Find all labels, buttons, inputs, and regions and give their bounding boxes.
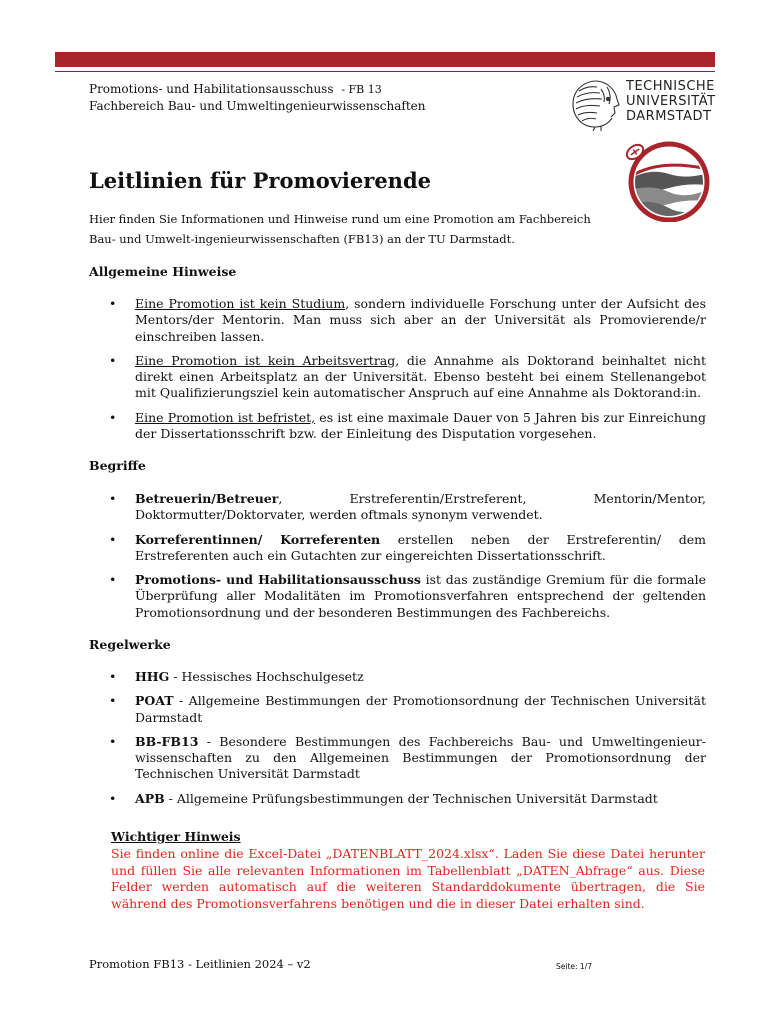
- bullet-icon: •: [109, 531, 117, 547]
- item-lead: Promotions- und Habilitationsausschuss: [135, 572, 421, 588]
- bullet-icon: •: [109, 790, 117, 806]
- header-block: [89, 81, 425, 115]
- athene-logo-icon: [567, 77, 623, 131]
- list-item: [109, 532, 706, 565]
- item-lead: POAT: [135, 693, 174, 709]
- item-text: es ist eine maximale Dauer von 5 Jahren bis zur Einreichung der Dissertationsschrift bzw. der Einleitung des Disputation vorgesehen.: [135, 409, 706, 442]
- terms-list: [109, 491, 706, 621]
- bullet-icon: •: [109, 693, 117, 709]
- header-color-bar: [55, 52, 715, 67]
- bullet-icon: •: [109, 733, 117, 749]
- page-number: Seite: 1/7: [556, 962, 592, 971]
- list-item: [109, 572, 706, 621]
- item-lead: Korreferentinnen/ Korreferenten: [135, 531, 381, 547]
- item-lead: Eine Promotion ist befristet,: [135, 409, 316, 425]
- list-item: [109, 296, 706, 345]
- item-lead: BB-FB13: [135, 733, 199, 749]
- list-item: [109, 791, 706, 807]
- section-heading-regulations: Regelwerke: [89, 637, 171, 652]
- item-lead: Eine Promotion ist kein Studium: [135, 296, 346, 311]
- logo-line-2: UNIVERSITÄT: [626, 94, 716, 109]
- footer-document-name: Promotion FB13 - Leitlinien 2024 – v2: [89, 957, 311, 971]
- item-lead: APB: [135, 790, 165, 806]
- intro-paragraph: Hier finden Sie Informationen und Hinweise rund um eine Promotion am Fachbereich Bau- und Umwelt-ingenieurwissenschaften (FB13) an der TU Darmstadt.: [89, 212, 591, 246]
- bullet-icon: •: [109, 669, 117, 684]
- list-item: [109, 491, 706, 524]
- bullet-icon: •: [109, 572, 117, 588]
- regulations-list: [109, 669, 706, 807]
- item-lead: Betreuerin/Betreuer: [135, 491, 279, 506]
- item-text: - Hessisches Hochschulgesetz: [169, 669, 364, 684]
- section-heading-terms: Begriffe: [89, 458, 146, 473]
- list-item: [109, 693, 706, 726]
- bullet-icon: •: [109, 352, 117, 368]
- important-note-body: Sie finden online die Excel-Datei „DATENBLATT_2024.xlsx“. Laden Sie diese Datei herunter und füllen Sie alle relevanten Informationen im Tabellenblatt „DATEN_Abfrage“ aus. Diese Felder werden automatisch auf die weiteren Standarddokumente übertragen, die Sie während des Promotionsverfahrens benötigen und die in dieser Datei erhalten sind.: [111, 846, 705, 911]
- list-item: [109, 669, 706, 685]
- item-text: - Allgemeine Bestimmungen der Promotionsordnung der Technischen Universität Darmstadt: [135, 693, 706, 725]
- important-note-title: Wichtiger Hinweis: [111, 829, 241, 844]
- logo-line-3: DARMSTADT: [626, 109, 712, 124]
- list-item: [109, 410, 706, 443]
- item-lead: Eine Promotion ist kein Arbeitsvertrag: [135, 352, 396, 368]
- page-title: Leitlinien für Promovierende: [89, 168, 431, 193]
- department-seal-icon: [621, 138, 715, 222]
- bullet-icon: •: [109, 409, 117, 425]
- item-lead: HHG: [135, 669, 170, 684]
- item-text: - Allgemeine Prüfungsbestimmungen der Technischen Universität Darmstadt: [164, 790, 658, 806]
- department-name: Fachbereich Bau- und Umweltingenieurwissenschaften: [89, 99, 426, 113]
- general-notes-list: [109, 296, 706, 442]
- bullet-icon: •: [109, 296, 117, 311]
- item-text: , sondern individuelle Forschung unter der Aufsicht des Mentors/der Mentorin. Man muss sich aber an der Universität als Promovierende/r einschreiben lassen.: [135, 296, 706, 344]
- committee-name: Promotions- und Habilitationsausschuss: [89, 82, 334, 96]
- item-text: - Besondere Bestimmungen des Fachbereichs Bau- und Umweltingenieur- wissenschaften zu den Allgemeinen Bestimmungen der Promotionsordnung der Technischen Universität Darmstadt: [135, 733, 706, 782]
- item-text: erstellen neben der Erstreferentin/ dem Erstreferenten auch ein Gutachten zur eingereichten Dissertationsschrift.: [135, 531, 706, 563]
- committee-fb: - FB 13: [341, 83, 382, 96]
- list-item: [109, 734, 706, 783]
- university-logo-text: [626, 79, 716, 124]
- bullet-icon: •: [109, 491, 117, 506]
- list-item: [109, 353, 706, 402]
- logo-line-1: TECHNISCHE: [626, 79, 715, 94]
- section-heading-general: Allgemeine Hinweise: [89, 264, 237, 279]
- item-text: ist das zuständige Gremium für die formale Überprüfung aller Modalitäten im Promotionsverfahren entsprechend der geltenden Promotionsordnung und der besonderen Bestimmungen des Fachbereichs.: [135, 572, 706, 620]
- item-text: , die Annahme als Doktorand beinhaltet nicht direkt einen Arbeitsplatz an der Universität. Ebenso besteht bei einem Stellenangebot mit Qualifizierungsziel kein automatischer Anspruch auf eine Annahme als Doktorand:in.: [135, 352, 706, 401]
- item-text: , Erstreferentin/Erstreferent, Mentorin/Mentor, Doktormutter/Doktorvater, werden oftmals synonym verwendet.: [135, 491, 706, 523]
- header-rule: [55, 71, 715, 72]
